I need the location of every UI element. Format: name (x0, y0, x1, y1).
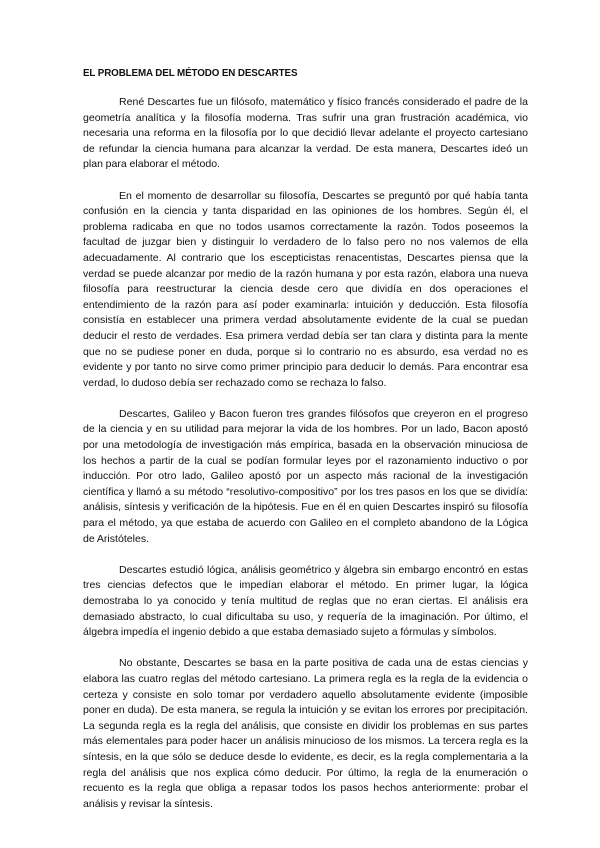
paragraph-sciences: Descartes estudió lógica, análisis geométrico y álgebra sin embargo encontró en estas tres ciencias defectos que le impedían elaborar el método. En primer lugar, la lógica demostraba lo ya conocido y tenía multitud de reglas que no eran ciertas. El análisis era demasiado abstracto, lo cual dificultaba su uso, y requería de la imaginación. Por último, el álgebra impedía el ingenio debido a que estaba demasiado sujeto a fórmulas y símbolos. (83, 563, 528, 639)
paragraph-intro: René Descartes fue un filósofo, matemático y físico francés considerado el padre de la geometría analítica y la filosofía moderna. Tras sufrir una gran frustración académica, vio necesaria una reforma en la filosofía por lo que decidió llevar adelante el proyecto cartesiano de refundar la ciencia humana para alcanzar la verdad. De esta manera, Descartes ideó un plan para elaborar el método. (83, 96, 528, 171)
paragraph-galileo-bacon: Descartes, Galileo y Bacon fueron tres grandes filósofos que creyeron en el progreso de la ciencia y en su utilidad para mejorar la vida de los hombres. Por un lado, Bacon apostó por una metodología de investigación más empírica, basada en la observación minuciosa de los hechos a partir de la cual se podían formular leyes por el razonamiento inductivo o por inducción. Por otro lado, Galileo apostó por un aspecto más racional de la investigación científica y llamó a su método “resolutivo-compositivo” por los tres pasos en los que se dividía: análisis, síntesis y verificación de la hipótesis. Fue en él en quien Descartes inspiró su filosofía para el método, ya que estaba de acuerdo con Galileo en el completo abandono de la Lógica de Aristóteles. (83, 407, 528, 545)
document-title: EL PROBLEMA DEL MÉTODO EN DESCARTES (83, 68, 298, 79)
paragraph-rules: No obstante, Descartes se basa en la parte positiva de cada una de estas ciencias y elabora las cuatro reglas del método cartesiano. La primera regla es la regla de la evidencia o certeza y consiste en solo tomar por verdadero aquello absolutamente evidente (imposible poner en duda). De esta manera, se regula la intuición y se evitan los errores por precipitación. La segunda regla es la regla del análisis, que consiste en dividir los problemas en sus partes más elementales para poder hacer un análisis minucioso de los mismos. La tercera regla es la síntesis, en la que sólo se deduce desde lo evidente, es decir, es la regla complementaria a la regla del análisis que nos explica cómo deducir. Por último, la regla de la enumeración o recuento es la regla que obliga a repasar todos los pasos hechos anteriormente: probar el análisis y revisar la síntesis. (83, 657, 528, 810)
paragraph-philosophy: En el momento de desarrollar su filosofía, Descartes se preguntó por qué había tanta confusión en la ciencia y tanta disparidad en las opiniones de los hombres. Según él, el problema radicaba en que no todos usamos correctamente la razón. Todos poseemos la facultad de juzgar bien y distinguir lo verdadero de lo falso pero no nos valemos de ella adecuadamente. Al contrario que los escepticistas renacentistas, Descartes piensa que la verdad se puede alcanzar por medio de la razón humana y por esta razón, elabora una nueva filosofía para reestructurar la ciencia desde cero que dividía en dos operaciones el entendimiento de la razón para así poder examinarla: intuición y deducción. Esta filosofía consistía en establecer una primera verdad absolutamente evidente de la cual se puedan deducir el resto de verdades. Esa primera verdad debía ser tan clara y distinta para la mente que no se pudiese poner en duda, porque si lo contrario no es absurdo, esa verdad no es evidente y por tanto no sirve como primer principio para deducir lo demás. Para encontrar esa verdad, lo dudoso debía ser rechazado como se rechaza lo falso. (83, 189, 528, 389)
